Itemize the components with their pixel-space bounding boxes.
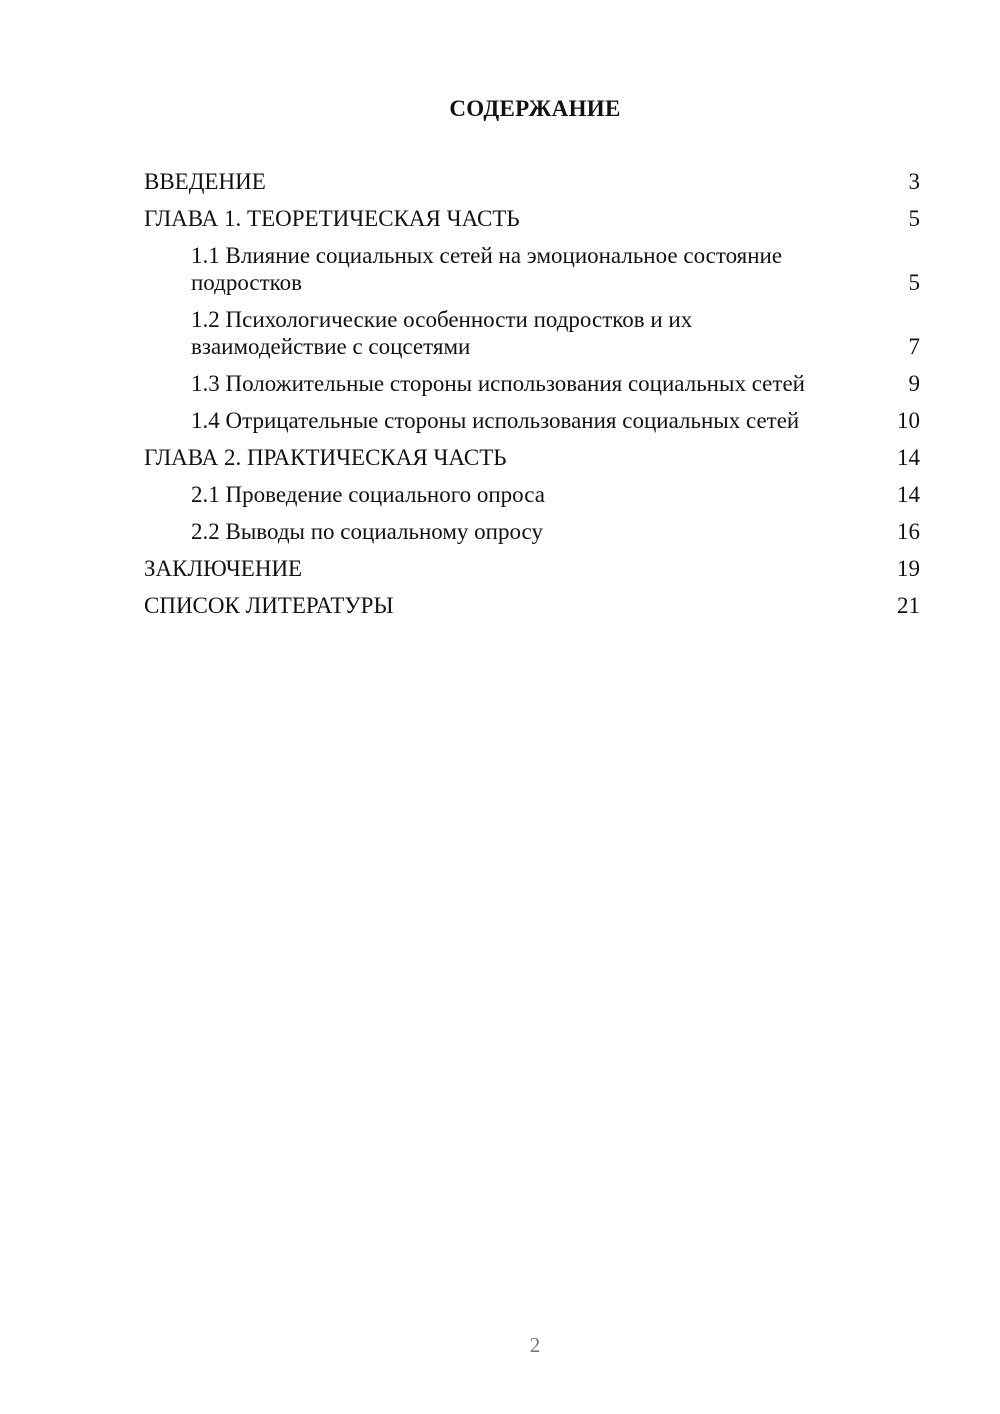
toc-entry-references[interactable] xyxy=(144,592,920,619)
toc-entry-page: 9 xyxy=(908,371,920,396)
toc-entry-chapter-2[interactable] xyxy=(144,444,920,471)
toc-entry-label: 2.1 Проведение социального опроса xyxy=(191,482,545,507)
toc-entry-page: 3 xyxy=(908,169,920,194)
toc-entry-page: 5 xyxy=(908,206,920,231)
toc-entry-label: ГЛАВА 1. ТЕОРЕТИЧЕСКАЯ ЧАСТЬ xyxy=(144,206,520,231)
toc-entry-label: 1.4 Отрицательные стороны использования социальных сетей xyxy=(191,408,800,433)
toc-entry-page: 10 xyxy=(897,408,920,433)
toc-entry-page: 14 xyxy=(897,482,920,507)
toc-entry-page: 7 xyxy=(908,334,920,359)
toc-entry-label: ГЛАВА 2. ПРАКТИЧЕСКАЯ ЧАСТЬ xyxy=(144,445,507,470)
toc-entry-label: 2.2 Выводы по социальному опросу xyxy=(191,519,543,544)
toc-entry-label: 1.1 Влияние социальных сетей на эмоциональное состояние подростков xyxy=(191,243,783,295)
toc-entry-page: 19 xyxy=(897,556,920,581)
toc-entry-section-2-1[interactable] xyxy=(144,481,920,508)
table-of-contents xyxy=(144,168,920,629)
toc-entry-introduction[interactable] xyxy=(144,168,920,195)
toc-entry-section-2-2[interactable] xyxy=(144,518,920,545)
toc-entry-section-1-3[interactable] xyxy=(144,370,920,397)
toc-entry-label: ВВЕДЕНИЕ xyxy=(144,169,266,194)
page-number: 2 xyxy=(529,1333,541,1357)
toc-entry-page: 16 xyxy=(897,519,920,544)
toc-entry-section-1-2[interactable] xyxy=(144,306,920,360)
toc-entry-chapter-1[interactable] xyxy=(144,205,920,232)
toc-entry-label: ЗАКЛЮЧЕНИЕ xyxy=(144,556,303,581)
toc-entry-label: СПИСОК ЛИТЕРАТУРЫ xyxy=(144,593,394,618)
toc-entry-page: 5 xyxy=(908,270,920,295)
toc-entry-page: 21 xyxy=(897,593,920,618)
toc-entry-section-1-4[interactable] xyxy=(144,407,920,434)
toc-entry-page: 14 xyxy=(897,445,920,470)
toc-entry-section-1-1[interactable] xyxy=(144,242,920,296)
page-title: СОДЕРЖАНИЕ xyxy=(449,96,621,121)
toc-entry-conclusion[interactable] xyxy=(144,555,920,582)
toc-entry-label: 1.2 Психологические особенности подростков и их взаимодействие с соцсетями xyxy=(191,307,693,359)
toc-entry-label: 1.3 Положительные стороны использования социальных сетей xyxy=(191,371,805,396)
